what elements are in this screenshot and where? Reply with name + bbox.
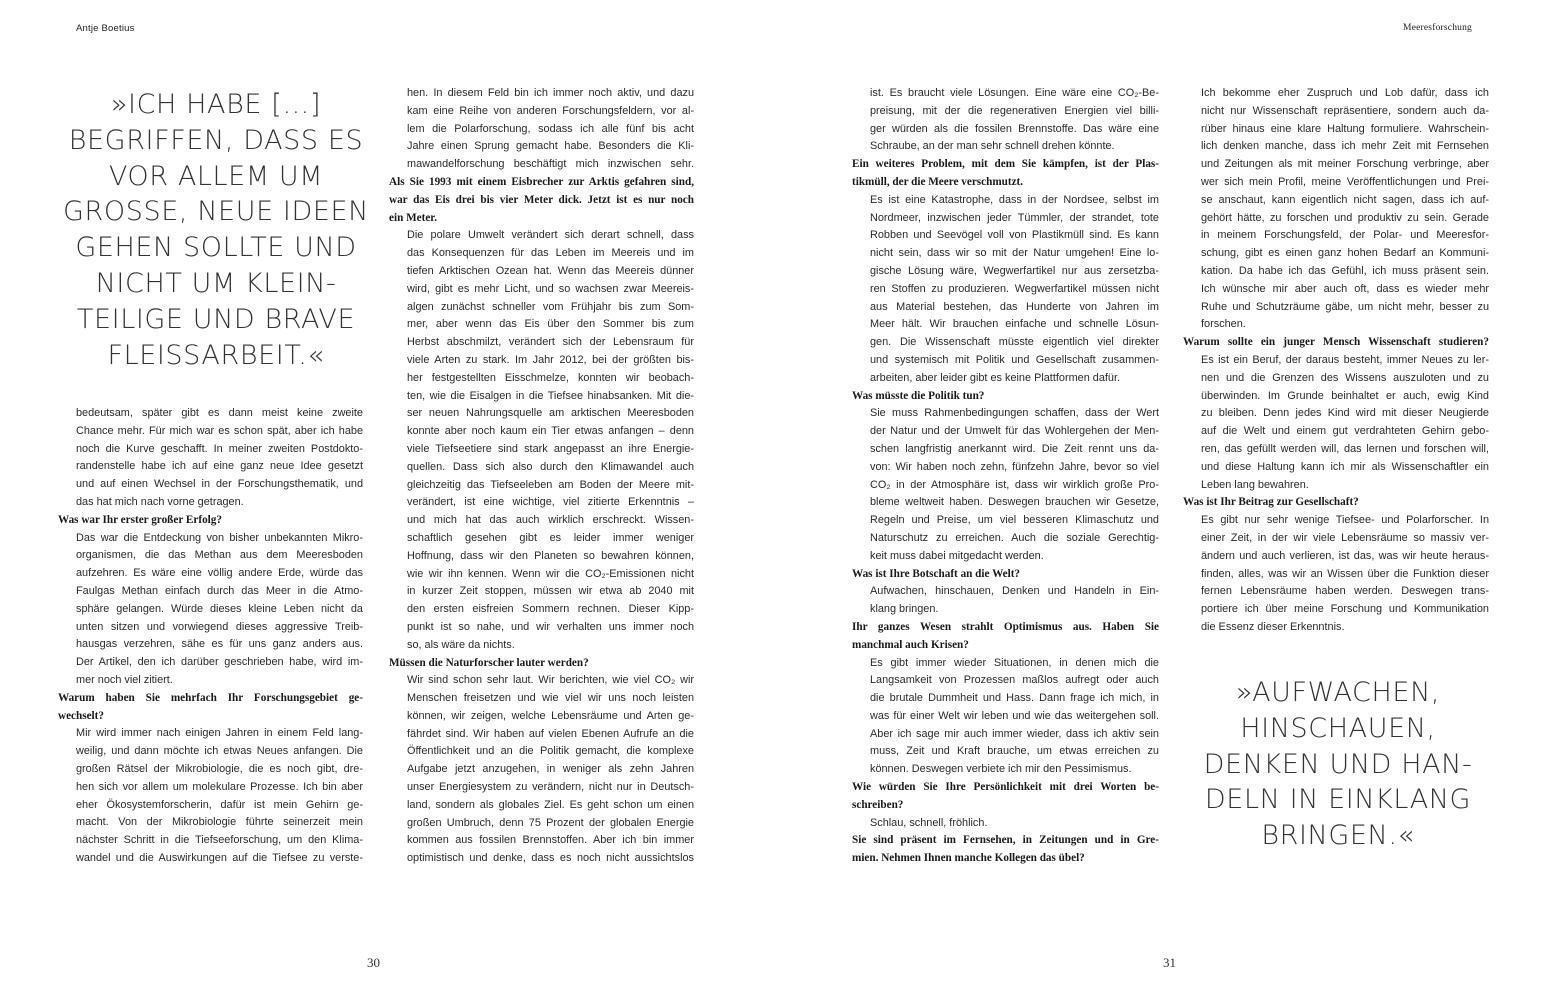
body-text-line: ist. Es braucht viele Lösungen. Eine wäre eine CO₂-Be-: [870, 87, 1159, 99]
body-text-line: mer, aber wenn das Eis über den Sommer bis zum: [407, 318, 694, 331]
body-text-line: viele Tiefseetiere sind stark angepasst an ihre Energie-: [407, 442, 694, 455]
body-text-line: Mir wird immer nach einigen Jahren in einem Feld lang-: [76, 727, 363, 740]
body-text-line: gen. Die Wissenschaft müsste eigentlich viel direkter: [870, 336, 1159, 349]
body-text-line: rüber hinaus eine klare Haltung formuliere. Wahrschein-: [1201, 122, 1489, 135]
body-text-line: randenstelle habe ich auf eine ganz neue Idee gesetzt: [76, 460, 363, 473]
body-text-line: mer noch viel zitiert.: [76, 673, 173, 686]
body-text-line: eher Ökosystemforscherin, dafür ist mein Gehirn ge-: [76, 798, 363, 811]
body-text-line: von: Wir haben noch zehn, fünfzehn Jahre, bevor so viel: [870, 460, 1159, 473]
body-text-line: bleme weltweit haben. Deswegen brauchen wir Gesetze,: [870, 496, 1159, 509]
body-text-line: Es ist ein Beruf, der daraus besteht, immer Neues zu ler-: [1201, 353, 1489, 366]
body-text-line: und auf einen Wechsel in der Forschungsthematik, und: [76, 478, 363, 491]
body-text-line: Nordmeer, inzwischen jeder Tümmler, der strandet, tote: [870, 211, 1159, 224]
body-text-line: und diese Haltung kann ich mir als Wissenschaftler ein: [1201, 460, 1489, 473]
body-text-line: punkt ist so nahe, und wir verhalten uns immer noch: [407, 620, 694, 633]
body-text-line: noch die Kurve geschafft. In meiner zweiten Postdokto-: [76, 442, 363, 455]
body-text-line: Langsamkeit von Prozessen maßlos aufregt oder auch: [870, 674, 1159, 687]
body-text-line: der Natur und der Umwelt für das Wohlergehen der Men-: [870, 425, 1159, 438]
pull-quote-line: NICHT UM KLEIN-: [95, 267, 337, 299]
pull-quote-right: [1186, 675, 1490, 854]
body-text-line: Jahre einen Sprung gemacht habe. Besonders die Kli-: [407, 140, 694, 153]
body-text-line: kation. Da habe ich das Gefühl, ich muss präsent sein.: [1201, 264, 1489, 277]
body-text-line: können. Deswegen verbiete ich mir den Pessimismus.: [870, 763, 1132, 776]
body-text-line: das Konsequenzen für das Leben im Meereis und im: [407, 247, 694, 260]
pull-quote-line: »ICH HABE […]: [110, 89, 322, 120]
pull-quote-line: BRINGEN.«: [1261, 820, 1415, 852]
body-text-line: ger würden als die fossilen Brennstoffe. Das wäre eine: [870, 122, 1159, 135]
text-column-3: [852, 85, 1159, 868]
body-text-line: quellen. Dass sich also durch den Klimawandel auch: [407, 460, 694, 473]
body-text-line: großen Umbruch, denn 75 Prozent der globalen Energie: [407, 816, 694, 829]
body-text-line: arbeiten, aber leider gibt es keine Plattformen dafür.: [870, 371, 1121, 384]
body-text-line: unten sitzen und vorwiegend dieses aggressive Treib-: [76, 620, 363, 633]
body-text-line: Aber ich sage mir auch immer wieder, dass ich aktiv sein: [870, 727, 1159, 740]
body-text-line: nicht sein, dass wir so mit der Natur umgehen! Eine lo-: [870, 247, 1159, 260]
body-text-line: Aufwachen, hinschauen, Denken und Handeln in Ein-: [870, 585, 1159, 598]
body-text-line: Wir sind schon sehr laut. Wir berichten, wie viel CO₂ wir: [407, 674, 694, 687]
body-text-line: muss, Zeit und Kraft brauche, um etwas erreichen zu: [870, 745, 1159, 758]
body-text-line: Hoffnung, dass wir den Planeten so bewahren können,: [407, 549, 694, 562]
interview-question-line: Was ist Ihre Botschaft an die Welt?: [852, 567, 1021, 580]
page-number-right: 31: [1163, 955, 1176, 970]
body-text-line: Regeln und Preise, um viel besseren Klimaschutz und: [870, 514, 1159, 527]
body-text-line: kommen aus fossilen Brennstoffen. Aber ich bin immer: [407, 834, 694, 847]
body-text-line: fährdet sind. Wir haben auf vielen Ebenen Aufrufe an die: [407, 727, 694, 740]
body-text-line: CO₂ in der Atmosphäre ist, dass wir wirklich große Pro-: [870, 478, 1159, 491]
body-text-line: keit muss dabei mitgedacht werden.: [870, 549, 1044, 562]
text-column-1: [58, 405, 363, 868]
interview-question-line: tikmüll, der die Meere verschmutzt.: [852, 175, 1024, 188]
pull-quote-line: DELN IN EINKLANG: [1204, 784, 1472, 816]
interview-question-line: Ihr ganzes Wesen strahlt Optimismus aus. Haben Sie: [852, 620, 1159, 633]
body-text-line: bedeutsam, später gibt es dann meist keine zweite: [76, 407, 363, 419]
pull-quote-line: FLEISSARBEIT.«: [107, 339, 325, 371]
body-text-line: lem die Polarforschung, sodass ich alle fünf bis acht: [407, 122, 694, 135]
pull-quote-line: VOR ALLEM UM: [108, 160, 324, 192]
body-text-line: organismen, die das Methan aus dem Meeresboden: [76, 549, 363, 562]
body-text-line: wer sich mein Profil, meine Veröffentlichungen und Prei-: [1201, 175, 1489, 188]
body-text-line: ten, wie die Eisalgen in die Tiefsee hinabsanken. Mit die-: [407, 389, 694, 402]
pull-quote-line: HINSCHAUEN,: [1240, 712, 1436, 744]
body-text-line: Ich bekomme eher Zuspruch und Lob dafür, dass ich: [1201, 87, 1489, 99]
body-text-line: den ersten eisfreien Sommern rechnen. Dieser Kipp-: [407, 603, 694, 616]
running-header-author: Antje Boetius: [76, 23, 135, 34]
interview-question-line: Was war Ihr erster großer Erfolg?: [58, 513, 222, 526]
body-text-line: zu bleiben. Denn jedes Kind wird mit dieser Neugierde: [1201, 407, 1489, 420]
interview-question-line: Als Sie 1993 mit einem Eisbrecher zur Arktis gefahren sind,: [389, 175, 694, 188]
body-text-line: Es gibt nur sehr wenige Tiefsee- und Polarforscher. In: [1201, 514, 1489, 527]
body-text-line: Herbst abschmilzt, verändert sich der Lebensraum für: [407, 336, 694, 349]
body-text-line: aufzehren. Es wäre eine völlig andere Erde, würde das: [76, 567, 363, 580]
body-text-line: optimistisch und denke, dass es noch nicht aussichtslos: [407, 852, 694, 865]
body-text-line: klang bringen.: [870, 603, 939, 616]
pull-quote-line: TEILIGE UND BRAVE: [76, 303, 356, 335]
interview-question-line: Was ist Ihr Beitrag zur Gesellschaft?: [1183, 496, 1359, 509]
body-text-line: in meinem Forschungsfeld, der Polar- und Meeresfor-: [1201, 229, 1489, 242]
body-text-line: Das war die Entdeckung von bisher unbekannten Mikro-: [76, 531, 363, 544]
body-text-line: einer Zeit, in der wir viele Lebensräume so massiv ver-: [1201, 531, 1489, 544]
pull-quote-line: DENKEN UND HAN-: [1203, 748, 1473, 780]
pull-quote-line: »AUFWACHEN,: [1235, 677, 1441, 708]
interview-question-line: Warum sollte ein junger Mensch Wissenschaft studieren?: [1183, 336, 1489, 349]
interview-question-line: ein Meter.: [389, 211, 438, 224]
body-text-line: Schraube, an der man sehr schnell drehen könnte.: [870, 140, 1115, 153]
body-text-line: können, wir zeigen, welche Lebensräume und Arten ge-: [407, 709, 694, 722]
interview-question-line: Ein weiteres Problem, mit dem Sie kämpfen, ist der Plas-: [852, 158, 1159, 171]
body-text-line: portiere ich über meine Forschung und Kommunikation: [1201, 603, 1489, 616]
body-text-line: hausgas verzehren, sähe es für uns ganz anders aus.: [76, 638, 363, 651]
text-column-2: [389, 85, 694, 868]
body-text-line: se anschaut, kann eigentlich nicht sagen, dass ich auf-: [1201, 193, 1489, 206]
body-text-line: Der Artikel, den ich darüber geschrieben habe, wird im-: [76, 656, 363, 669]
body-text-line: kam eine Reihe von anderen Forschungsfeldern, vor al-: [407, 104, 694, 117]
interview-question-line: Wie würden Sie Ihre Persönlichkeit mit drei Worten be-: [852, 781, 1159, 794]
body-text-line: wird, gibt es mehr Licht, und so wachsen zwar Meereis-: [407, 282, 694, 295]
body-text-line: großen Rätsel der Mikrobiologie, die es noch gibt, dre-: [76, 762, 363, 775]
body-text-line: Es ist eine Katastrophe, dass in der Nordsee, selbst im: [870, 193, 1159, 206]
body-text-line: was für einer Welt wir leben und wie das weitergehen soll.: [870, 709, 1159, 722]
body-text-line: Meer hält. Wir brauchen einfache und schnelle Lösun-: [870, 318, 1159, 331]
body-text-line: sphäre gelangen. Würde dieses kleine Leben nicht da: [76, 602, 363, 615]
body-text-line: konnte aber noch kaum ein Tier etwas anfangen – denn: [407, 425, 694, 438]
body-text-line: das hat mich nach vorne getragen.: [76, 495, 244, 508]
body-text-line: hen. In diesem Feld bin ich immer noch aktiv, und dazu: [407, 87, 694, 99]
body-text-line: schen langfristig anerkannt wird. Die Zeit rennt uns da-: [870, 442, 1159, 455]
body-text-line: ser neuen Nahrungsquelle am arktischen Meeresboden: [407, 407, 694, 420]
body-text-line: tiefen Arktischen Ozean hat. Wenn das Meereis dünner: [407, 264, 694, 277]
body-text-line: auf die Welt und einem gut verdrahteten Gehirn gebo-: [1201, 425, 1489, 438]
body-text-line: Faulgas Methan einfach durch das Meer in die Atmo-: [76, 584, 363, 597]
body-text-line: in kurzer Zeit stoppen, müssen wir etwa ab 2040 mit: [407, 585, 694, 598]
body-text-line: gische Lösung wäre, Wegwerfartikel nur aus zersetzba-: [870, 264, 1159, 277]
body-text-line: her festgestellten Eisschmelze, konnten wir beobach-: [407, 371, 694, 384]
body-text-line: finden, alles, was wir an Wissen über die Funktion dieser: [1201, 567, 1489, 580]
body-text-line: viele Arten zu stark. Im Jahr 2012, bei der größten bis-: [407, 353, 694, 366]
pull-quote-line: BEGRIFFEN, DASS ES: [68, 124, 364, 156]
pull-quote-left: [58, 87, 374, 373]
body-text-line: forschen.: [1201, 318, 1246, 331]
body-text-line: Robben und Seevögel voll von Plastikmüll sind. Es kann: [870, 229, 1159, 242]
interview-question-line: Warum haben Sie mehrfach Ihr Forschungsgebiet ge-: [58, 691, 363, 704]
running-header-topic: Meeresforschung: [1403, 23, 1472, 33]
body-text-line: die brutale Dummheit und Hass. Dann frage ich mich, in: [870, 692, 1159, 705]
body-text-line: gehört hätte, zu forschen und produktiv zu sein. Gerade: [1201, 211, 1489, 224]
body-text-line: und systemisch mit Politik und Gesellschaft zusammen-: [870, 353, 1159, 366]
body-text-line: Ich wünsche mir aber auch oft, dass es wieder mehr: [1201, 282, 1489, 295]
interview-question-line: Müssen die Naturforscher lauter werden?: [389, 656, 589, 669]
interview-question-line: wechselt?: [58, 709, 104, 722]
body-text-line: gleichzeitig das Tiefseeleben am Boden der Meere mit-: [407, 478, 694, 491]
body-text-line: Leben lang bewahren.: [1201, 478, 1309, 491]
body-text-line: Ruhe und Schutzräume gäbe, um nicht mehr, besser zu: [1201, 300, 1489, 313]
body-text-line: Schlau, schnell, fröhlich.: [870, 816, 988, 829]
body-text-line: mawandelforschung beschäftigt mich inzwischen sehr.: [407, 158, 694, 171]
body-text-line: macht. Von der Mikrobiologie führte seinerzeit mein: [76, 816, 363, 829]
body-text-line: ren Stoffen zu produzieren. Wegwerfartikel müssen nicht: [870, 282, 1159, 295]
body-text-line: Die polare Umwelt verändert sich derart schnell, dass: [407, 229, 694, 242]
body-text-line: überwinden. Im Grunde beinhaltet er auch, ewig Kind: [1201, 389, 1489, 402]
interview-question-line: war das Eis drei bis vier Meter dick. Jetzt ist es nur noch: [389, 193, 694, 206]
body-text-line: weilig, und dann möchte ich etwas Neues anfangen. Die: [76, 745, 363, 758]
body-text-line: und Zeitungen als mit meiner Forschung verbringe, aber: [1201, 158, 1489, 171]
body-text-line: lich denken manche, dass ich mehr Zeit mit Fernsehen: [1201, 140, 1489, 153]
body-text-line: wie wir ihn kennen. Wenn wir die CO₂-Emissionen nicht: [407, 567, 694, 580]
body-text-line: die Essenz dieser Erkenntnis.: [1201, 620, 1345, 633]
body-text-line: hen sich vor allem um molekulare Prozesse. Ich bin aber: [76, 780, 363, 793]
body-text-line: so, als wäre da nichts.: [407, 638, 515, 651]
text-column-4: [1183, 85, 1489, 637]
body-text-line: Menschen freisetzen und wie viel wir uns noch leisten: [407, 692, 694, 705]
body-text-line: Chance mehr. Für mich war es schon spät, aber ich habe: [76, 424, 363, 437]
body-text-line: und mich hat das auch wirklich erschreckt. Wissen-: [407, 514, 694, 527]
body-text-line: unser Energiesystem zu verändern, nicht nur in Deutsch-: [407, 781, 694, 794]
page-number-left: 30: [367, 955, 380, 970]
body-text-line: Öffentlichkeit und an die Politik gemacht, die komplexe: [407, 745, 694, 758]
pull-quote-line: GROSSE, NEUE IDEEN: [63, 196, 369, 228]
body-text-line: land, sondern als globales Ziel. Es geht schon um einen: [407, 798, 694, 811]
body-text-line: preisung, mit der die regenerativen Energien viel billi-: [870, 104, 1159, 117]
body-text-line: verändert, ist eine wichtige, viel zitierte Erkenntnis –: [407, 496, 694, 509]
pull-quote-line: GEHEN SOLLTE UND: [75, 232, 357, 264]
body-text-line: nen und die Grenzen des Wissens auszuloten und zu: [1201, 371, 1489, 384]
interview-question-line: Sie sind präsent im Fernsehen, in Zeitungen und in Gre-: [852, 834, 1159, 847]
body-text-line: schung, gibt es einen ganz hohen Bedarf an Kommuni-: [1201, 247, 1489, 260]
interview-question-line: manchmal auch Krisen?: [852, 638, 969, 651]
body-text-line: ändern und auch verlieren, ist das, was wir heute heraus-: [1201, 549, 1489, 562]
body-text-line: ren, das gefüllt werden will, das lernen und forschen will,: [1201, 442, 1489, 455]
body-text-line: algen zunächst schneller vom Frühjahr bis zum Som-: [407, 300, 694, 313]
body-text-line: Naturschutz zu erreichen. Auch die soziale Gerechtig-: [870, 531, 1159, 544]
body-text-line: nicht nur Wissenschaft repräsentiere, sondern auch da-: [1201, 104, 1489, 117]
body-text-line: Sie muss Rahmenbedingungen schaffen, dass der Wert: [870, 407, 1159, 420]
interview-question-line: schreiben?: [852, 798, 904, 811]
body-text-line: Aufgabe jetzt anzugehen, in weniger als zehn Jahren: [407, 763, 694, 776]
body-text-line: wandel und die Auswirkungen auf die Tiefsee zu verste-: [76, 851, 363, 864]
body-text-line: fernen Lebensräume haben werden. Deswegen trans-: [1201, 585, 1489, 598]
interview-question-line: mien. Nehmen Ihnen manche Kollegen das übel?: [852, 852, 1085, 865]
body-text-line: aus Material bestehen, das Hunderte von Jahren im: [870, 300, 1159, 313]
body-text-line: Es gibt immer wieder Situationen, in denen mich die: [870, 656, 1159, 669]
body-text-line: nächster Schritt in die Tiefseeforschung, um den Klima-: [76, 834, 363, 847]
interview-question-line: Was müsste die Politik tun?: [852, 389, 985, 402]
body-text-line: schaftlich gesehen gibt es leider immer weniger: [407, 531, 694, 544]
